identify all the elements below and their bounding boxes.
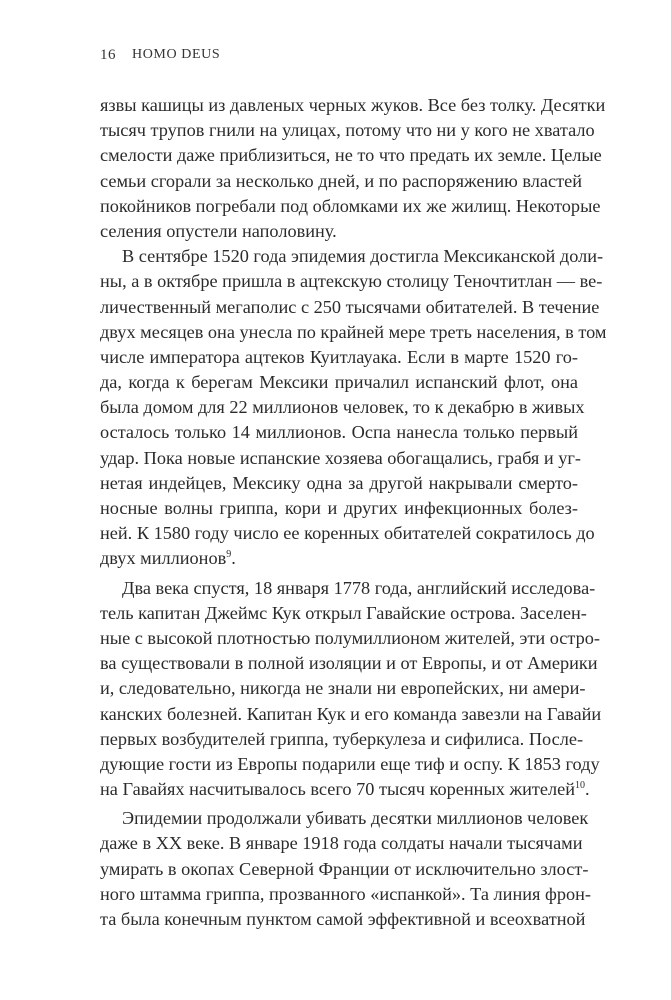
text-line: была домом для 22 миллионов человек, то к декабрю в живых [100,397,585,418]
text-line: язвы кашицы из давленых черных жуков. Все без толку. Десятки [100,95,606,115]
text-line: нетая индейцев, Мексику одна за другой накрывали смерто- [100,472,578,493]
text-line: ва существовали в полной изоляции и от Европы, и от Америки [100,653,598,674]
footnote-marker: 9 [226,549,232,561]
text-line [100,546,578,571]
text-line: та была конечным пунктом самой эффективной и всеохватной [100,909,586,929]
text-line: покойников погребали под обломками их же жилищ. Некоторые [100,195,601,216]
text-line: и, следовательно, никогда не знали ни европейских, ни амери- [100,678,586,699]
text-line: канских болезней. Капитан Кук и его команда завезли на Гавайи [100,703,602,724]
text-line: числе императора ацтеков Куитлауака. Если в марте 1520 го- [100,346,578,367]
text-line: личественный мегаполис с 250 тысячами обитателей. В течение [100,296,600,317]
paragraph [100,244,607,571]
text-line: удар. Пока новые испанские хозяева обогащались, грабя и уг- [100,447,581,468]
text-line: даже в XX веке. В январе 1918 года солдаты начали тысячами [100,833,583,854]
text-line: первых возбудителей гриппа, туберкулеза и сифилиса. После- [100,728,584,749]
page-number: 16 [100,47,116,63]
text-line: смелости даже приблизиться, не то что предать их земле. Целые [100,145,602,166]
text-fragment: двух миллионов [100,548,227,569]
text-line: умирать в окопах Северной Франции от исключительно злост- [100,858,589,879]
text-line: Эпидемии продолжали убивать десятки миллионов человек [122,808,589,829]
text-line: осталось только 14 миллионов. Оспа нанесла только первый [100,422,578,443]
footnote-marker: 10 [575,779,585,791]
text-line: В сентябре 1520 года эпидемия достигла Мексиканской доли- [122,246,604,267]
text-line: тель капитан Джеймс Кук открыл Гавайские острова. Заселен- [100,602,587,623]
text-line: семьи сгорали за несколько дней, и по распоряжению властей [100,170,582,191]
paragraph [100,93,606,244]
text-line: тысяч трупов гнили на улицах, потому что ни у кого не хватало [100,120,595,141]
text-line: селения опустели наполовину. [100,220,337,241]
text-line: ны, а в октябре пришла в ацтекскую столицу Теночтитлан — ве- [100,271,603,292]
text-line: ного штамма гриппа, прозванного «испанкой». Та линия фрон- [100,883,591,904]
text-line: да, когда к берегам Мексики причалил испанский флот, она [100,372,578,393]
text-line: двух месяцев она унесла по крайней мере треть населения, в том [100,321,607,342]
text-line: дующие гости из Европы подарили еще тиф и оспу. К 1853 году [100,753,600,774]
text-line: носные волны гриппа, кори и других инфекционных болез- [100,498,578,518]
paragraph [100,576,602,803]
period: . [231,548,236,569]
text-fragment: на Гавайях насчитывалось всего 70 тысяч коренных жителей [100,779,575,800]
text-line: ные с высокой плотностью полумиллионом жителей, эти остро- [100,627,600,648]
book-title: HOMO DEUS [132,47,221,62]
paragraph [100,806,591,932]
body-text [100,93,607,932]
running-head [100,47,220,64]
period: . [585,779,590,800]
text-line [100,777,590,802]
text-line: Два века спустя, 18 января 1778 года, английский исследова- [122,577,596,598]
text-line: ней. К 1580 году число ее коренных обитателей сократилось до [100,523,595,544]
